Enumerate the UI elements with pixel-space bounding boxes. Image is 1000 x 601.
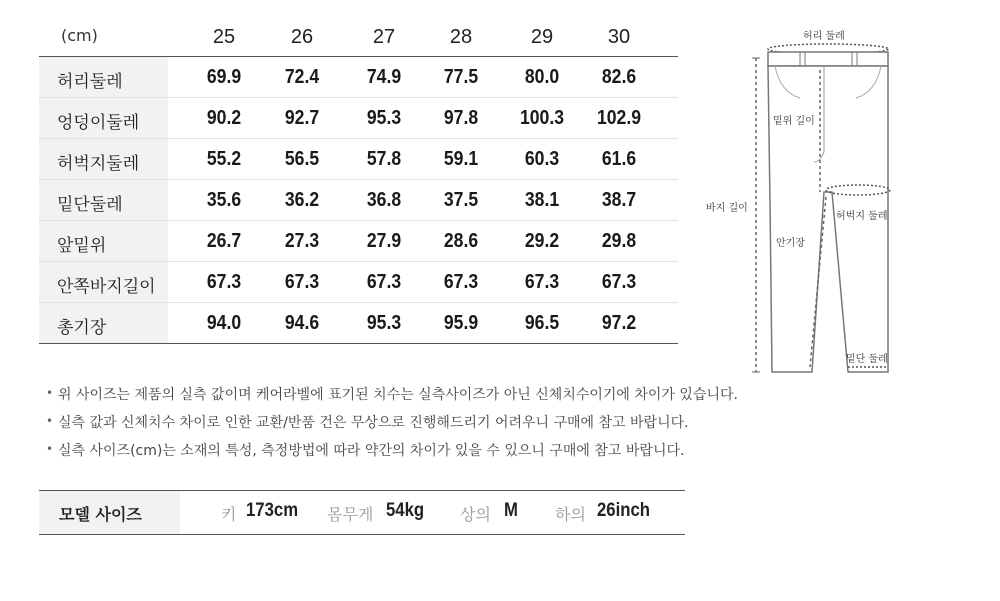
- model-weight-label: 몸무게: [327, 505, 374, 524]
- notes-list: [46, 384, 746, 468]
- table-cell: 80.0: [524, 66, 560, 88]
- table-cell: 27.9: [366, 230, 402, 252]
- table-cell: 92.7: [284, 107, 320, 129]
- row-label: 앞밑위: [57, 236, 107, 256]
- size-header-27: 27: [372, 26, 396, 48]
- size-header-28: 28: [449, 26, 473, 48]
- size-header-25: 25: [212, 26, 236, 48]
- model-top-label: 상의: [460, 505, 491, 524]
- list-item: [46, 412, 746, 440]
- note-text: 위 사이즈는 제품의 실측 값이며 케어라벨에 표기된 치수는 실측사이즈가 아닌 신체치수이기에 차이가 있습니다.: [58, 387, 738, 403]
- table-cell: 55.2: [206, 148, 242, 170]
- table-cell: 72.4: [284, 66, 320, 88]
- bullet-icon: •: [46, 386, 54, 400]
- table-row: [39, 221, 678, 262]
- table-cell: 27.3: [284, 230, 320, 252]
- size-header-30: 30: [607, 26, 631, 48]
- table-cell: 97.8: [443, 107, 479, 129]
- table-cell: 97.2: [601, 312, 637, 334]
- unit-label: (cm): [61, 26, 98, 45]
- row-label: 허리둘레: [57, 72, 123, 92]
- table-cell: 82.6: [601, 66, 637, 88]
- table-cell: 102.9: [596, 107, 642, 129]
- table-cell: 96.5: [524, 312, 560, 334]
- table-cell: 74.9: [366, 66, 402, 88]
- model-bottom-value: 26inch: [597, 500, 650, 521]
- size-header-26: 26: [290, 26, 314, 48]
- list-item: [46, 384, 746, 412]
- model-bottom-label: 하의: [555, 505, 586, 524]
- size-header-29: 29: [530, 26, 554, 48]
- diagram-label-length: 바지 길이: [706, 203, 748, 214]
- table-cell: 61.6: [601, 148, 637, 170]
- row-label: 엉덩이둘레: [57, 113, 140, 133]
- table-cell: 37.5: [443, 189, 479, 211]
- row-label: 밑단둘레: [57, 195, 123, 215]
- row-label: 허벅지둘레: [57, 154, 140, 174]
- table-cell: 67.3: [524, 271, 560, 293]
- model-size-box: [39, 490, 685, 535]
- bullet-icon: •: [46, 414, 54, 428]
- size-table: [39, 17, 678, 344]
- table-cell: 90.2: [206, 107, 242, 129]
- list-item: [46, 440, 746, 468]
- table-cell: 67.3: [601, 271, 637, 293]
- table-row: [39, 262, 678, 303]
- table-cell: 67.3: [206, 271, 242, 293]
- table-cell: 94.0: [206, 312, 242, 334]
- table-cell: 69.9: [206, 66, 242, 88]
- model-weight-value: 54kg: [386, 500, 425, 521]
- table-cell: 35.6: [206, 189, 242, 211]
- table-cell: 95.9: [443, 312, 479, 334]
- size-header-row: [39, 17, 678, 57]
- bullet-icon: •: [46, 442, 54, 456]
- table-cell: 67.3: [366, 271, 402, 293]
- table-cell: 100.3: [519, 107, 565, 129]
- table-cell: 56.5: [284, 148, 320, 170]
- diagram-label-rise: 밑위 길이: [773, 116, 815, 127]
- row-label: 안쪽바지길이: [57, 277, 156, 297]
- model-height-label: 키: [221, 505, 237, 524]
- table-row: [39, 139, 678, 180]
- model-size-title: 모델 사이즈: [59, 505, 142, 524]
- table-cell: 38.7: [601, 189, 637, 211]
- table-cell: 36.8: [366, 189, 402, 211]
- table-row: [39, 98, 678, 139]
- table-cell: 29.8: [601, 230, 637, 252]
- table-cell: 26.7: [206, 230, 242, 252]
- table-cell: 38.1: [524, 189, 560, 211]
- note-text: 실측 사이즈(cm)는 소재의 특성, 측정방법에 따라 약간의 차이가 있을 수 있으니 구매에 참고 바랍니다.: [58, 443, 685, 459]
- table-cell: 67.3: [443, 271, 479, 293]
- table-row: [39, 303, 678, 344]
- table-cell: 67.3: [284, 271, 320, 293]
- row-label: 총기장: [57, 318, 107, 338]
- table-row: [39, 57, 678, 98]
- table-cell: 57.8: [366, 148, 402, 170]
- diagram-label-hem: 밑단 둘레: [846, 354, 888, 365]
- table-cell: 29.2: [524, 230, 560, 252]
- pants-diagram: [700, 22, 900, 382]
- table-cell: 28.6: [443, 230, 479, 252]
- table-cell: 59.1: [443, 148, 479, 170]
- model-top-value: M: [504, 500, 518, 521]
- diagram-label-thigh: 허벅지 둘레: [836, 211, 888, 222]
- table-cell: 95.3: [366, 312, 402, 334]
- table-cell: 60.3: [524, 148, 560, 170]
- table-cell: 77.5: [443, 66, 479, 88]
- note-text: 실측 값과 신체치수 차이로 인한 교환/반품 건은 무상으로 진행해드리기 어려우니 구매에 참고 바랍니다.: [58, 415, 689, 431]
- table-cell: 36.2: [284, 189, 320, 211]
- table-cell: 95.3: [366, 107, 402, 129]
- table-cell: 94.6: [284, 312, 320, 334]
- model-height-value: 173cm: [246, 500, 299, 521]
- table-row: [39, 180, 678, 221]
- diagram-label-inseam: 안기장: [776, 238, 805, 249]
- diagram-label-waist: 허리 둘레: [803, 31, 845, 42]
